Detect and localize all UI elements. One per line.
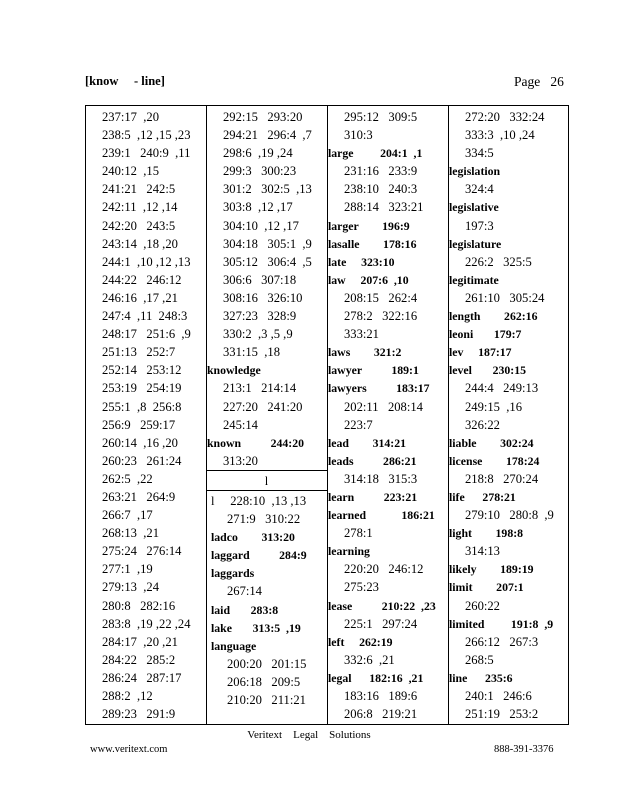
index-term: level 230:15 <box>449 363 526 378</box>
index-reference: 237:17 ,20 <box>102 110 160 124</box>
index-reference: 240:1 246:6 <box>465 689 532 703</box>
index-term: lasalle 178:16 <box>328 236 417 251</box>
index-reference: 306:6 307:18 <box>223 272 297 287</box>
index-term: lev 187:17 <box>449 345 512 360</box>
page-number: Page 26 <box>514 74 564 89</box>
index-reference: 245:14 <box>223 417 258 432</box>
index-reference: 210:20 211:21 <box>227 693 306 708</box>
index-term: likely 189:19 <box>449 562 534 577</box>
index-reference: 313:20 <box>223 453 258 468</box>
index-reference: 284:22 285:2 <box>102 652 176 667</box>
index-column-1 <box>86 108 206 723</box>
index-reference: 278:2 322:16 <box>344 309 418 324</box>
index-reference: 294:21 296:4 ,7 <box>223 128 312 143</box>
index-reference: 200:20 201:15 <box>227 656 307 671</box>
index-reference: 314:18 315:3 <box>344 471 418 486</box>
index-reference: 301:2 302:5 ,13 <box>223 182 312 197</box>
index-term: law 207:6 ,10 <box>328 272 409 287</box>
index-reference: 268:13 ,21 <box>102 526 160 541</box>
index-reference: 241:21 242:5 <box>102 182 176 197</box>
index-reference: 208:15 262:4 <box>344 290 418 305</box>
index-reference: 260:14 ,16 ,20 <box>102 435 178 450</box>
index-term: learn 223:21 <box>328 489 418 504</box>
index-reference: 288:2 ,12 <box>102 689 153 703</box>
index-reference: 255:1 ,8 256:8 <box>102 399 182 414</box>
index-term: line 235:6 <box>449 670 513 685</box>
index-reference: 272:20 332:24 <box>465 110 545 124</box>
index-reference: 286:24 287:17 <box>102 670 182 685</box>
index-reference: 225:1 297:24 <box>344 616 418 631</box>
index-term: lake 313:5 ,19 <box>211 620 301 635</box>
index-column-2-continued <box>211 492 327 709</box>
index-term: ladco 313:20 <box>211 530 295 545</box>
index-term: limited 191:8 ,9 <box>449 616 554 631</box>
index-reference: 251:19 253:2 <box>465 707 539 722</box>
index-reference: 279:13 ,24 <box>102 580 160 595</box>
index-term: legislative <box>449 200 499 215</box>
index-term: lawyer 189:1 <box>328 363 419 378</box>
index-reference: 238:10 240:3 <box>344 182 418 197</box>
index-term: light 198:8 <box>449 526 524 541</box>
index-reference: 304:10 ,12 ,17 <box>223 218 299 233</box>
index-term: known 244:20 <box>207 435 305 450</box>
index-term: large 204:1 ,1 <box>328 146 423 161</box>
index-reference: 326:22 <box>465 417 500 432</box>
index-reference: 253:19 254:19 <box>102 381 182 396</box>
index-reference: 248:17 251:6 ,9 <box>102 327 191 342</box>
index-reference: 268:5 <box>465 652 494 667</box>
index-reference: 267:14 <box>227 584 262 599</box>
index-table <box>85 105 569 725</box>
index-reference: 244:1 ,10 ,12 ,13 <box>102 254 191 269</box>
index-reference: 327:23 328:9 <box>223 309 297 324</box>
index-term: late 323:10 <box>328 254 395 269</box>
index-reference: 238:5 ,12 ,15 ,23 <box>102 128 191 143</box>
index-reference: l 228:10 ,13 ,13 <box>211 494 307 508</box>
index-term: life 278:21 <box>449 489 516 504</box>
index-term: legislature <box>449 236 502 251</box>
index-term: language <box>211 638 257 653</box>
index-term: laws 321:2 <box>328 345 402 360</box>
index-reference: 206:18 209:5 <box>227 674 301 689</box>
index-reference: 213:1 214:14 <box>223 381 297 396</box>
index-reference: 197:3 <box>465 218 494 233</box>
index-reference: 298:6 ,19 ,24 <box>223 146 293 161</box>
index-term: legislation <box>449 164 501 179</box>
index-term: leoni 179:7 <box>449 327 522 342</box>
index-reference: 244:22 246:12 <box>102 272 182 287</box>
index-term: license 178:24 <box>449 453 540 468</box>
index-reference: 220:20 246:12 <box>344 562 424 577</box>
index-column-3 <box>328 108 448 723</box>
section-letter: l <box>206 470 327 491</box>
index-reference: 242:20 243:5 <box>102 218 176 233</box>
index-reference: 310:3 <box>344 128 373 143</box>
index-reference: 305:12 306:4 ,5 <box>223 254 312 269</box>
index-reference: 304:18 305:1 ,9 <box>223 236 312 251</box>
index-reference: 280:8 282:16 <box>102 598 176 613</box>
index-term: learned 186:21 <box>328 508 435 523</box>
footer-company: Veritext Legal Solutions <box>247 729 371 741</box>
index-reference: 277:1 ,19 <box>102 562 153 577</box>
index-reference: 279:10 280:8 ,9 <box>465 508 554 523</box>
index-reference: 231:16 233:9 <box>344 164 418 179</box>
index-reference: 314:13 <box>465 544 500 559</box>
index-reference: 260:23 261:24 <box>102 453 182 468</box>
index-reference: 242:11 ,12 ,14 <box>102 200 178 215</box>
index-reference: 252:14 253:12 <box>102 363 182 378</box>
footer-phone: 888-391-3376 <box>494 744 554 755</box>
index-term: lease 210:22 ,23 <box>328 598 436 613</box>
index-term: learning <box>328 544 370 559</box>
index-term: legal 182:16 ,21 <box>328 670 424 685</box>
index-term: left 262:19 <box>328 634 393 649</box>
index-reference: 243:14 ,18 ,20 <box>102 236 178 251</box>
index-reference: 266:12 267:3 <box>465 634 539 649</box>
index-reference: 202:11 208:14 <box>344 399 423 414</box>
index-term: liable 302:24 <box>449 435 534 450</box>
index-reference: 299:3 300:23 <box>223 164 297 179</box>
index-reference: 271:9 310:22 <box>227 512 301 527</box>
index-term: larger 196:9 <box>328 218 410 233</box>
index-term: length 262:16 <box>449 309 538 324</box>
index-reference: 266:7 ,17 <box>102 508 153 523</box>
index-reference: 247:4 ,11 248:3 <box>102 309 188 324</box>
index-reference: 183:16 189:6 <box>344 689 418 703</box>
index-reference: 223:7 <box>344 417 373 432</box>
index-reference: 332:6 ,21 <box>344 652 395 667</box>
index-column-2 <box>207 108 327 470</box>
index-term: laggard 284:9 <box>211 548 307 563</box>
index-reference: 206:8 219:21 <box>344 707 418 722</box>
index-reference: 292:15 293:20 <box>223 110 303 124</box>
index-reference: 308:16 326:10 <box>223 290 303 305</box>
index-term: laggards <box>211 566 255 581</box>
index-reference: 289:23 291:9 <box>102 707 176 722</box>
index-reference: 275:24 276:14 <box>102 544 182 559</box>
index-term: lead 314:21 <box>328 435 406 450</box>
index-term: laid 283:8 <box>211 602 279 617</box>
index-reference: 244:4 249:13 <box>465 381 539 396</box>
index-reference: 275:23 <box>344 580 379 595</box>
index-reference: 284:17 ,20 ,21 <box>102 634 178 649</box>
index-reference: 227:20 241:20 <box>223 399 303 414</box>
index-reference: 218:8 270:24 <box>465 471 539 486</box>
index-reference: 251:13 252:7 <box>102 345 176 360</box>
index-reference: 256:9 259:17 <box>102 417 176 432</box>
index-reference: 324:4 <box>465 182 494 197</box>
index-reference: 333:3 ,10 ,24 <box>465 128 535 143</box>
index-reference: 246:16 ,17 ,21 <box>102 290 178 305</box>
index-reference: 263:21 264:9 <box>102 489 176 504</box>
index-column-4 <box>449 108 569 723</box>
index-reference: 331:15 ,18 <box>223 345 281 360</box>
index-reference: 249:15 ,16 <box>465 399 523 414</box>
index-reference: 239:1 240:9 ,11 <box>102 146 191 161</box>
index-reference: 278:1 <box>344 526 373 541</box>
footer-website: www.veritext.com <box>90 744 168 755</box>
index-term: legitimate <box>449 272 499 287</box>
index-term: leads 286:21 <box>328 453 417 468</box>
index-reference: 260:22 <box>465 598 500 613</box>
page-range-header: [know - line] <box>85 74 165 88</box>
index-reference: 303:8 ,12 ,17 <box>223 200 293 215</box>
index-reference: 330:2 ,3 ,5 ,9 <box>223 327 293 342</box>
index-term: lawyers 183:17 <box>328 381 430 396</box>
index-term: limit 207:1 <box>449 580 524 595</box>
index-reference: 334:5 <box>465 146 494 161</box>
index-reference: 226:2 325:5 <box>465 254 532 269</box>
index-reference: 262:5 ,22 <box>102 471 153 486</box>
index-reference: 333:21 <box>344 327 379 342</box>
index-reference: 240:12 ,15 <box>102 164 160 179</box>
index-reference: 295:12 309:5 <box>344 110 418 124</box>
index-term: knowledge <box>207 363 261 378</box>
index-reference: 283:8 ,19 ,22 ,24 <box>102 616 191 631</box>
index-reference: 261:10 305:24 <box>465 290 545 305</box>
index-reference: 288:14 323:21 <box>344 200 424 215</box>
